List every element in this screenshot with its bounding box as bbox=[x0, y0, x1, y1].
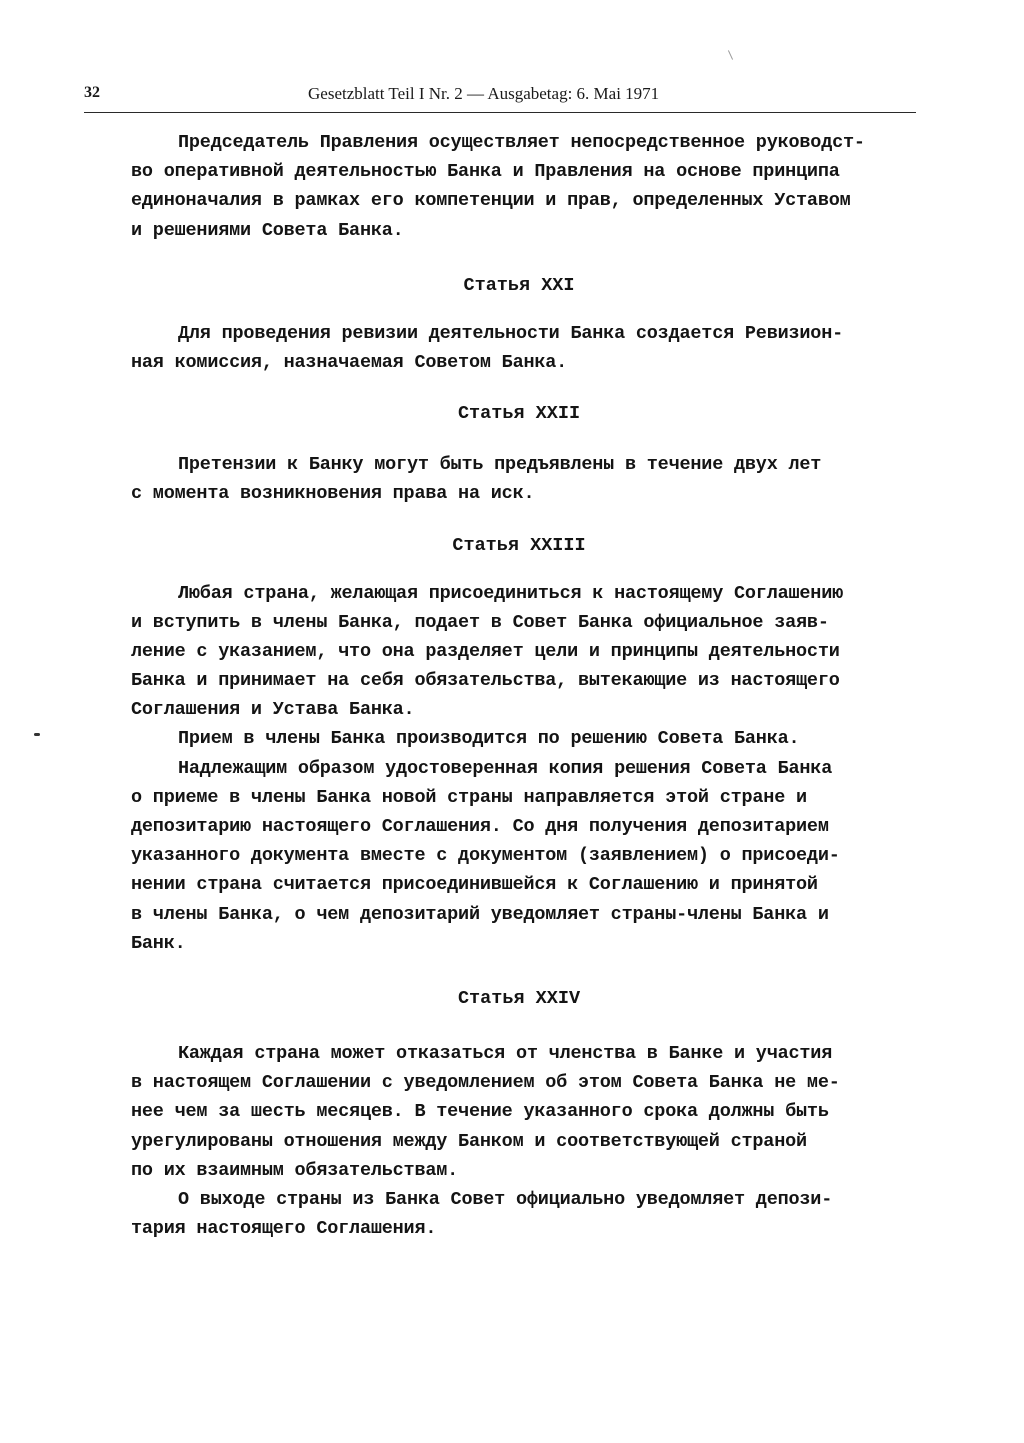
text-line: Надлежащим образом удостоверенная копия решения Совета Банка bbox=[178, 757, 833, 779]
text-line: Любая страна, желающая присоединиться к настоящему Соглашению bbox=[178, 582, 844, 604]
paragraph-article-xxii bbox=[131, 450, 901, 508]
text-line: ная комиссия, назначаемая Советом Банка. bbox=[131, 351, 568, 373]
text-line: ление с указанием, что она разделяет цели и принципы деятельности bbox=[131, 640, 840, 662]
article-heading-xxii: Статья XXII bbox=[457, 403, 581, 425]
text-line: по их взаимным обязательствам. bbox=[131, 1159, 459, 1181]
text-line: тария настоящего Соглашения. bbox=[131, 1218, 437, 1240]
text-line: Банк. bbox=[131, 932, 186, 954]
text-line: единоначалия в рамках его компетенции и прав, определенных Уставом bbox=[131, 190, 851, 212]
text-line: урегулированы отношения между Банком и соответствующей страной bbox=[131, 1130, 807, 1152]
text-line: Банка и принимает на себя обязательства, вытекающие из настоящего bbox=[131, 670, 840, 692]
paragraph-article-xxiv-b bbox=[131, 1185, 901, 1243]
text-line: нении страна считается присоединившейся к Соглашению и принятой bbox=[131, 874, 818, 896]
document-body bbox=[131, 128, 901, 1243]
text-line: Соглашения и Устава Банка. bbox=[131, 699, 415, 721]
text-line: Прием в члены Банка производится по решению Совета Банка. bbox=[178, 728, 800, 750]
paragraph-chairman bbox=[131, 128, 901, 245]
text-line: депозитарию настоящего Соглашения. Со дня получения депозитарием bbox=[131, 816, 829, 837]
article-heading-xxiii: Статья XXIII bbox=[452, 534, 586, 556]
text-line: Претензии к Банку могут быть предъявлены в течение двух лет bbox=[178, 454, 822, 476]
scan-speck bbox=[34, 733, 40, 736]
page-number: 32 bbox=[84, 84, 100, 101]
text-line: нее чем за шесть месяцев. В течение указанного срока должны быть bbox=[131, 1101, 829, 1123]
scan-mark bbox=[728, 50, 733, 59]
text-line: в настоящем Соглашении с уведомлением об этом Совета Банка не ме- bbox=[131, 1072, 840, 1094]
paragraph-article-xxi bbox=[131, 319, 901, 377]
text-line: во оперативной деятельностью Банка и Правления на основе принципа bbox=[131, 161, 840, 183]
text-line: Для проведения ревизии деятельности Банка создается Ревизион- bbox=[178, 322, 844, 344]
article-heading-xxiv: Статья XXIV bbox=[457, 987, 581, 1009]
text-line: Каждая страна может отказаться от членства в Банке и участия bbox=[178, 1042, 833, 1064]
text-line: с момента возникновения права на иск. bbox=[131, 483, 535, 505]
paragraph-article-xxiv-a bbox=[131, 1039, 901, 1185]
text-line: и решениями Совета Банка. bbox=[131, 219, 404, 241]
running-head: Gesetzblatt Teil I Nr. 2 — Ausgabetag: 6. Mai 1971 bbox=[308, 84, 660, 103]
text-line: в члены Банка, о чем депозитарий уведомляет страны-члены Банка и bbox=[131, 903, 829, 925]
text-line: Председатель Правления осуществляет непосредственное руководст- bbox=[178, 132, 865, 153]
text-line: О выходе страны из Банка Совет официально уведомляет депози- bbox=[178, 1188, 833, 1210]
text-line: и вступить в члены Банка, подает в Совет Банка официальное заяв- bbox=[131, 611, 829, 633]
text-line: о приеме в члены Банка новой страны направляется этой стране и bbox=[131, 786, 807, 808]
page-header bbox=[84, 82, 916, 113]
paragraph-article-xxiii-a bbox=[131, 579, 901, 725]
paragraph-article-xxiii-b bbox=[131, 724, 901, 753]
text-line: указанного документа вместе с документом (заявлением) о присоеди- bbox=[131, 845, 840, 867]
paragraph-article-xxiii-c bbox=[131, 754, 901, 958]
article-heading-xxi: Статья XXI bbox=[463, 274, 575, 296]
